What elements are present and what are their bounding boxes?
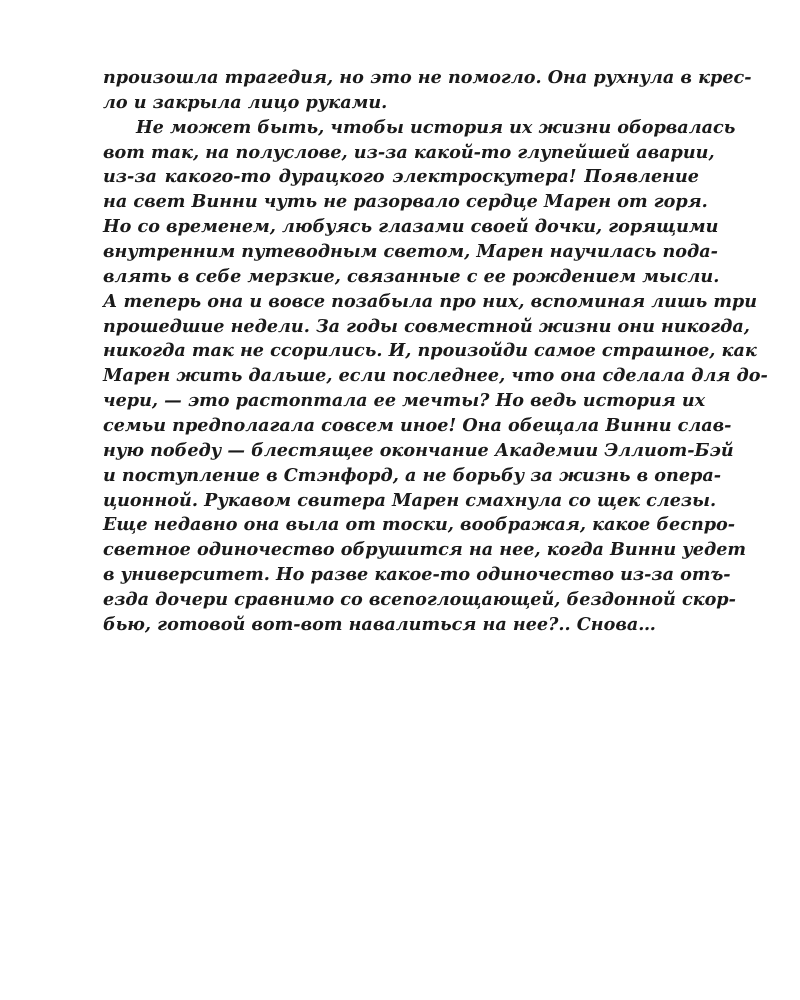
text-line: вот так, на полуслове, из-за какой-то глупейшей аварии, bbox=[103, 141, 715, 163]
text-line: семьи предполагала совсем иное! Она обещала Винни слав- bbox=[103, 415, 732, 437]
text-line: светное одиночество обрушится на нее, когда Винни уедет bbox=[103, 539, 747, 561]
text-line: А теперь она и вовсе позабыла про них, вспоминая лишь три bbox=[103, 290, 758, 312]
text-line: в университет. Но разве какое-то одиночество из-за отъ- bbox=[103, 564, 731, 586]
text-line: из-за какого-то дурацкого электроскутера! Появление bbox=[103, 166, 699, 188]
text-line: езда дочери сравнимо со всепоглощающей, бездонной скор- bbox=[103, 589, 736, 611]
text-line: чери, — это растоптала ее мечты? Но ведь история их bbox=[103, 390, 706, 412]
text-line: на свет Винни чуть не разорвало сердце Марен от горя. bbox=[103, 191, 708, 213]
text-line: Марен жить дальше, если последнее, что она сделала для до- bbox=[103, 365, 768, 387]
text-line: бью, готовой вот-вот навалиться на нее?.. Снова… bbox=[103, 613, 656, 635]
text-line: ло и закрыла лицо руками. bbox=[103, 91, 388, 113]
text-line: ную победу — блестящее окончание Академии Эллиот-Бэй bbox=[103, 439, 734, 461]
text-line: никогда так не ссорились. И, произойди самое страшное, как bbox=[103, 340, 757, 362]
text-line: и поступление в Стэнфорд, а не борьбу за жизнь в опера- bbox=[103, 464, 722, 486]
text-line: произошла трагедия, но это не помогло. Она рухнула в крес- bbox=[103, 67, 752, 88]
text-line: Еще недавно она выла от тоски, воображая, какое беспро- bbox=[103, 514, 736, 536]
text-line: прошедшие недели. За годы совместной жизни они никогда, bbox=[103, 315, 750, 337]
text-line: ционной. Рукавом свитера Марен смахнула со щек слезы. bbox=[103, 489, 717, 511]
text-line: влять в себе мерзкие, связанные с ее рождением мысли. bbox=[103, 265, 720, 287]
body-text bbox=[103, 66, 768, 638]
text-line: Но со временем, любуясь глазами своей дочки, горящими bbox=[103, 216, 719, 238]
text-line: внутренним путеводным светом, Марен научилась пода- bbox=[103, 241, 718, 263]
paragraph-start-line: Не может быть, чтобы история их жизни оборвалась bbox=[136, 116, 736, 138]
